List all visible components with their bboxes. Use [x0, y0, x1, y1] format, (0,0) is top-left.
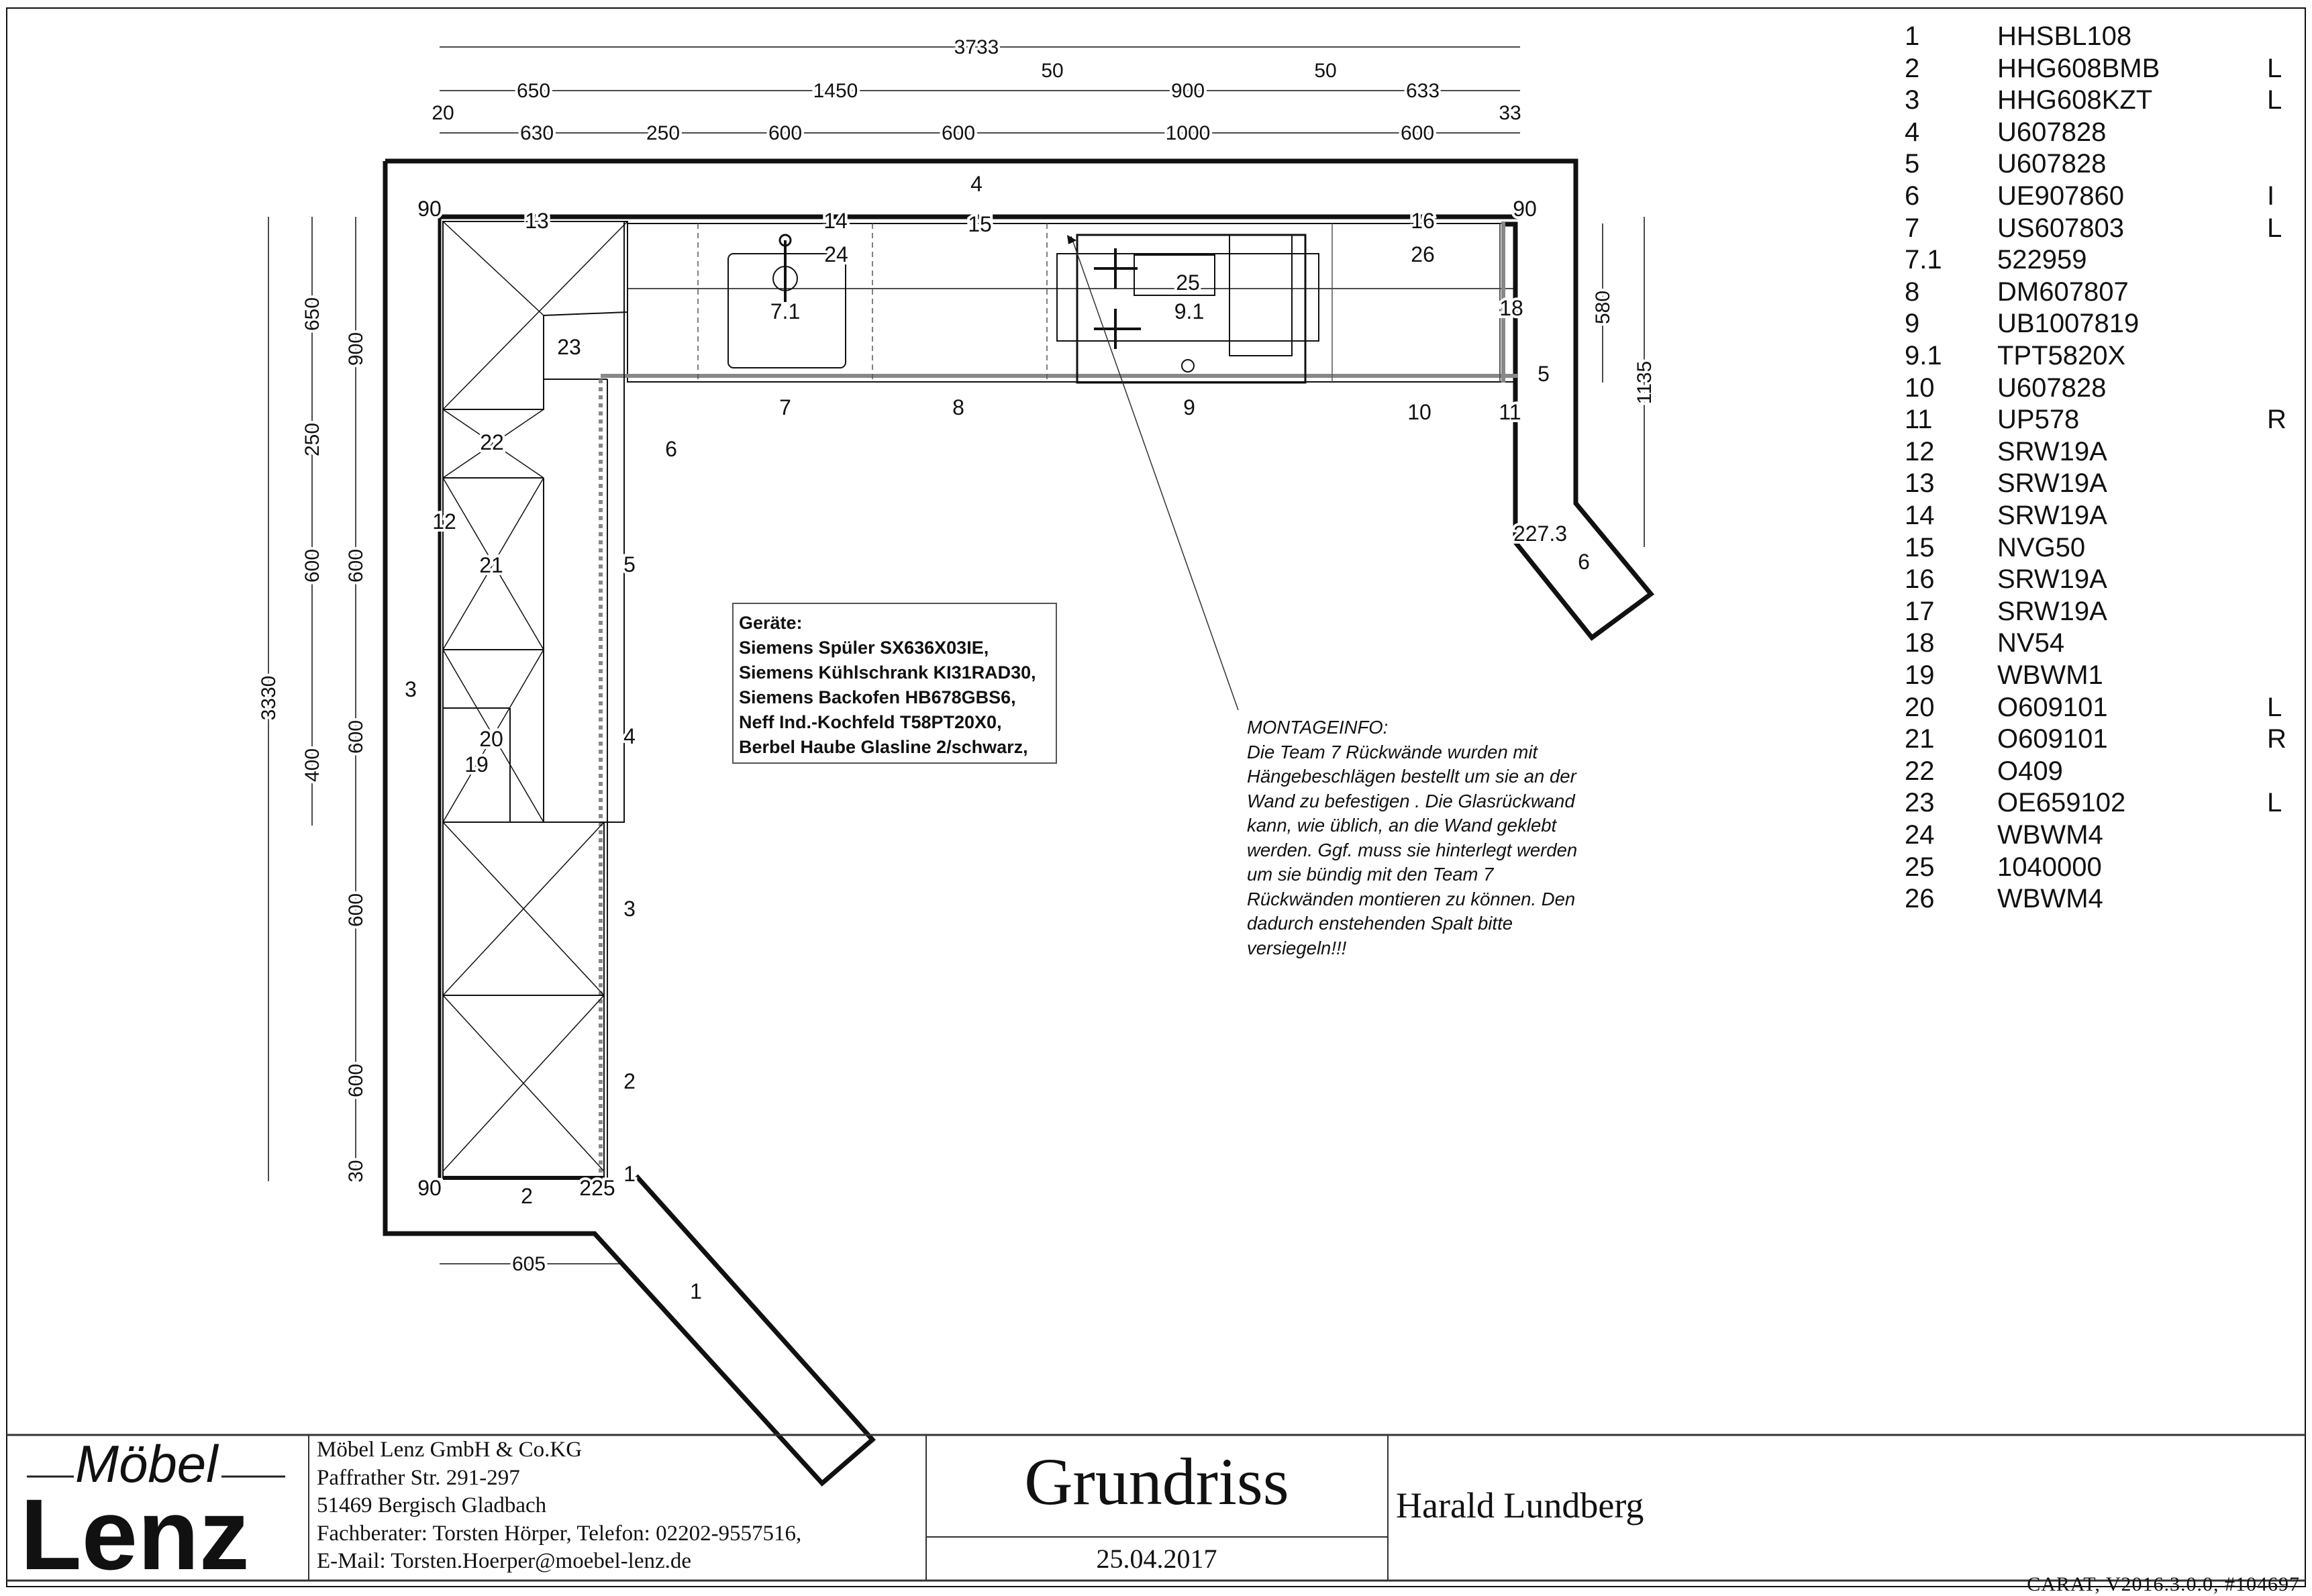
control-knob [1182, 360, 1194, 372]
plan-label-w5: 5 [623, 552, 636, 577]
plan-label-counter_bottom: 2 [521, 1184, 533, 1208]
plan-label-n19: 19 [464, 752, 489, 777]
parts-row [1905, 595, 2307, 628]
drawing-title: Grundriss [1024, 1444, 1289, 1519]
parts-code: SRW19A [1997, 501, 2107, 530]
parts-row [1905, 84, 2307, 116]
parts-row [1905, 403, 2307, 436]
dimension-label: 33 [1499, 102, 1521, 124]
parts-row [1905, 372, 2307, 404]
dimension-label: 1450 [813, 80, 858, 102]
dimension-label: 600 [345, 1063, 367, 1098]
plan-label-n10: 10 [1407, 400, 1431, 424]
plan-label-w3: 3 [623, 897, 636, 921]
parts-pos: 22 [1905, 756, 1935, 786]
plan-label-n18: 18 [1499, 296, 1523, 320]
parts-pos: 6 [1905, 181, 1920, 211]
appliances-box [732, 603, 1057, 764]
plan-label-w4: 4 [623, 724, 636, 748]
plan-label-pos_1: 1 [690, 1279, 702, 1303]
dimension-label: 900 [345, 332, 367, 366]
note-leader-line [1071, 236, 1238, 710]
corner-cabinet-diagonal [443, 221, 544, 315]
parts-code: UB1007819 [1997, 309, 2140, 339]
parts-pos: 17 [1905, 596, 1935, 626]
leader-arrow [1067, 235, 1076, 244]
parts-code: O409 [1997, 756, 2063, 786]
parts-pos: 5 [1905, 149, 1920, 179]
plan-label-n13: 13 [525, 209, 549, 233]
company-line: 51469 Bergisch Gladbach [317, 1493, 547, 1517]
parts-pos: 8 [1905, 277, 1920, 307]
parts-row [1905, 307, 2307, 340]
parts-code: SRW19A [1997, 436, 2107, 466]
parts-pos: 26 [1905, 884, 1935, 914]
dimension-label: 650 [301, 297, 323, 332]
plan-label-n8: 8 [952, 395, 964, 419]
drawing-date: 25.04.2017 [1096, 1544, 1217, 1574]
parts-code: TPT5820X [1997, 341, 2126, 370]
parts-side: I [2267, 181, 2275, 211]
montage-line: Rückwänden montieren zu können. Den [1247, 888, 1576, 909]
parts-side: R [2267, 405, 2286, 435]
appliance-line: Siemens Spüler SX636X03IE, [739, 638, 989, 658]
parts-code: DM607807 [1997, 277, 2129, 307]
dimension-label: 605 [511, 1253, 546, 1275]
parts-pos: 24 [1905, 820, 1935, 850]
parts-pos: 7 [1905, 213, 1920, 243]
parts-code: 1040000 [1997, 852, 2102, 882]
dimension-label: 30 [345, 1160, 367, 1183]
montage-info [1247, 715, 1623, 960]
parts-row [1905, 20, 2307, 52]
parts-pos: 18 [1905, 628, 1935, 658]
plan-label-wall_left: 3 [405, 677, 417, 701]
parts-row [1905, 499, 2307, 532]
parts-row [1905, 467, 2307, 499]
dimension-label: 600 [941, 122, 976, 144]
parts-pos: 7.1 [1905, 245, 1942, 275]
parts-row [1905, 851, 2307, 883]
montage-line: um sie bündig mit den Team 7 [1247, 864, 1494, 885]
appliances-title: Geräte: [739, 613, 803, 633]
appliance-line: Neff Ind.-Kochfeld T58PT20X0, [739, 712, 1002, 732]
parts-row [1905, 116, 2307, 148]
plan-label-n26: 26 [1411, 242, 1435, 266]
parts-code: 522959 [1997, 245, 2087, 275]
plan-label-n21: 21 [479, 553, 503, 577]
dimension-label: 600 [768, 122, 803, 144]
parts-row [1905, 787, 2307, 819]
company-line: E-Mail: Torsten.Hoerper@moebel-lenz.de [317, 1549, 692, 1573]
montage-line: Die Team 7 Rückwände wurden mit [1247, 741, 1538, 762]
parts-code: U607828 [1997, 149, 2107, 179]
parts-side: L [2267, 53, 2282, 83]
tall-cabinets-upper [443, 221, 624, 822]
parts-row [1905, 52, 2307, 85]
montage-title: MONTAGEINFO: [1247, 717, 1389, 738]
dimension-label: 600 [1400, 122, 1435, 144]
dimension-label: 600 [345, 719, 367, 754]
appliance-line: Siemens Backofen HB678GBS6, [739, 687, 1016, 707]
parts-row [1905, 276, 2307, 308]
parts-row [1905, 244, 2307, 276]
parts-code: SRW19A [1997, 596, 2107, 626]
parts-pos: 25 [1905, 852, 1935, 882]
dimension-label: 3330 [258, 675, 280, 721]
parts-pos: 9.1 [1905, 341, 1942, 370]
parts-side: L [2267, 213, 2282, 243]
parts-code: O609101 [1997, 724, 2108, 754]
parts-row [1905, 436, 2307, 468]
parts-row [1905, 148, 2307, 180]
dimension-label: 20 [432, 102, 454, 124]
parts-pos: 10 [1905, 372, 1935, 403]
plan-label-pos_6_island: 6 [665, 437, 677, 461]
montage-line: werden. Ggf. muss sie hinterlegt werden [1247, 839, 1578, 860]
logo-lenz: Lenz [20, 1478, 250, 1591]
lower-cabinets [443, 822, 604, 1178]
parts-pos: 14 [1905, 501, 1935, 530]
plan-label-angle_bottom: 225 [579, 1176, 615, 1200]
montage-line: kann, wie üblich, an die Wand geklebt [1247, 815, 1557, 836]
plan-label-corner_tr: 90 [1513, 197, 1537, 221]
parts-code: U607828 [1997, 372, 2107, 403]
parts-side: L [2267, 692, 2282, 722]
parts-row [1905, 212, 2307, 244]
parts-code: HHG608KZT [1997, 85, 2153, 115]
plan-label-n15: 15 [968, 212, 992, 236]
appliance-line: Siemens Kühlschrank KI31RAD30, [739, 662, 1036, 683]
montage-line: versiegeln!!! [1247, 937, 1347, 958]
parts-pos: 23 [1905, 788, 1935, 818]
plan-label-n7: 7 [779, 395, 791, 419]
plan-label-wall_right: 5 [1538, 362, 1550, 386]
parts-code: UE907860 [1997, 181, 2125, 211]
dimension-label: 600 [345, 893, 367, 928]
montage-line: dadurch enstehenden Spalt bitte [1247, 913, 1513, 934]
dimension-label: 1000 [1165, 122, 1211, 144]
parts-code: HHG608BMB [1997, 53, 2160, 83]
parts-code: UP578 [1997, 405, 2080, 435]
parts-side: R [2267, 724, 2286, 754]
plan-label-n14: 14 [823, 209, 848, 233]
appliance-line: Berbel Haube Glasline 2/schwarz, [739, 737, 1028, 757]
plan-label-w2: 2 [623, 1069, 636, 1093]
plan-label-corner_bl: 90 [417, 1176, 442, 1200]
dimension-label: 50 [1314, 60, 1337, 82]
plan-label-n9_1: 9.1 [1174, 299, 1205, 323]
montage-line: Wand zu befestigen . Die Glasrückwand [1247, 790, 1575, 811]
dimension-label: 50 [1041, 60, 1064, 82]
parts-code: US607803 [1997, 213, 2125, 243]
parts-row [1905, 532, 2307, 564]
parts-pos: 19 [1905, 660, 1935, 690]
parts-row [1905, 659, 2307, 691]
parts-row [1905, 563, 2307, 595]
plan-label-n24: 24 [824, 242, 848, 266]
plan-label-n11: 11 [1499, 400, 1521, 424]
dimension-label: 3733 [954, 36, 999, 58]
dimension-label: 650 [516, 80, 551, 102]
plan-label-n23: 23 [557, 335, 581, 359]
plan-label-wall_top: 4 [970, 172, 983, 196]
parts-code: WBWM4 [1997, 820, 2103, 850]
company-line: Möbel Lenz GmbH & Co.KG [317, 1438, 583, 1462]
plan-label-pos_6_right: 6 [1578, 550, 1590, 574]
dimension-label: 900 [1170, 80, 1205, 102]
parts-row [1905, 691, 2307, 724]
parts-pos: 3 [1905, 85, 1920, 115]
plan-label-n16: 16 [1411, 209, 1435, 233]
dimension-label: 1135 [1634, 360, 1656, 405]
parts-side: L [2267, 85, 2282, 115]
plan-label-corner_tl: 90 [417, 197, 442, 221]
dimension-label: 580 [1592, 290, 1614, 325]
top-counter [627, 223, 1516, 382]
plan-label-n9: 9 [1183, 395, 1195, 419]
parts-code: U607828 [1997, 117, 2107, 147]
plan-label-n1: 1 [623, 1162, 636, 1186]
parts-pos: 1 [1905, 21, 1920, 51]
parts-pos: 4 [1905, 117, 1920, 147]
parts-pos: 12 [1905, 436, 1935, 466]
plan-label-n7_1: 7.1 [770, 299, 801, 323]
customer-name: Harald Lundberg [1396, 1485, 1644, 1526]
plan-label-angle_right: 227.3 [1513, 521, 1568, 546]
dimension-label: 600 [345, 548, 367, 583]
parts-row [1905, 819, 2307, 851]
parts-code: NV54 [1997, 628, 2065, 658]
parts-pos: 21 [1905, 724, 1935, 754]
hood-element [1134, 255, 1215, 295]
montage-line: Hängebeschlägen bestellt um sie an der [1247, 766, 1576, 787]
parts-code: O609101 [1997, 692, 2108, 722]
parts-row [1905, 180, 2307, 212]
carat-version: CARAT, V2016.3.0.0, #104697 [2027, 1573, 2300, 1595]
dimension-label: 250 [646, 122, 681, 144]
plan-label-n12: 12 [432, 509, 456, 534]
dimension-label: 400 [301, 748, 323, 783]
parts-code: SRW19A [1997, 564, 2107, 595]
plan-label-n22: 22 [480, 430, 504, 454]
parts-code: WBWM1 [1997, 660, 2103, 690]
parts-side: L [2267, 788, 2282, 818]
parts-code: SRW19A [1997, 468, 2107, 499]
parts-code: NVG50 [1997, 532, 2086, 562]
parts-code: WBWM4 [1997, 884, 2103, 914]
parts-pos: 15 [1905, 532, 1935, 562]
parts-pos: 16 [1905, 564, 1935, 595]
dimension-label: 633 [1405, 80, 1440, 102]
dimension-label: 250 [301, 422, 323, 457]
company-line: Fachberater: Torsten Hörper, Telefon: 02202-9557516, [317, 1521, 802, 1546]
parts-row [1905, 340, 2307, 372]
parts-row [1905, 883, 2307, 915]
parts-pos: 13 [1905, 468, 1935, 499]
company-line: Paffrather Str. 291-297 [317, 1465, 520, 1490]
parts-row [1905, 755, 2307, 787]
company-info [317, 1436, 921, 1576]
parts-pos: 20 [1905, 692, 1935, 722]
parts-row [1905, 723, 2307, 755]
plan-label-n25: 25 [1176, 270, 1200, 295]
parts-code: HHSBL108 [1997, 21, 2132, 51]
dimension-label: 630 [519, 122, 554, 144]
plan-label-n20: 20 [479, 727, 503, 751]
logo-moebel: Möbel [75, 1434, 218, 1493]
dimension-label: 600 [301, 548, 323, 583]
parts-pos: 9 [1905, 309, 1920, 339]
parts-row [1905, 627, 2307, 659]
wall-right-with-island [385, 161, 1651, 638]
parts-code: OE659102 [1997, 788, 2126, 818]
parts-pos: 2 [1905, 53, 1920, 83]
parts-pos: 11 [1905, 405, 1933, 435]
